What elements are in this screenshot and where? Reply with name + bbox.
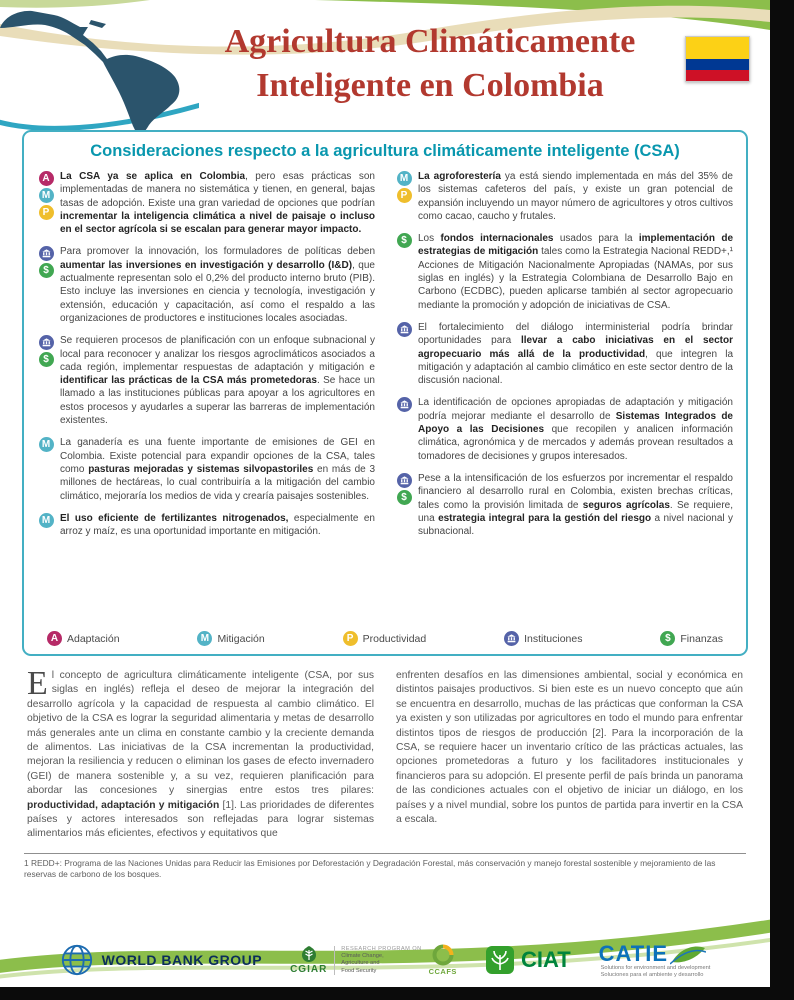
- bullet-text: El fortalecimiento del diálogo interministerial podría brindar oportunidades para llevar a cabo iniciativas en el sector agropecuario más allá de la productividad, que integren la mitigación y adaptación al cambio climático en este sector dentro de la discusión nacional.: [418, 321, 734, 387]
- logo-worldbank: [60, 943, 262, 977]
- mitigation-badge-icon: M: [39, 513, 54, 528]
- intro-text: [27, 665, 743, 842]
- bullet-item: [37, 170, 375, 236]
- cgiar-program-text: [334, 946, 421, 976]
- page-title-line2: Inteligente en Colombia: [256, 67, 604, 104]
- page-header: [0, 0, 770, 128]
- bullet-item: [395, 321, 733, 387]
- ciat-wordmark: CIAT: [520, 947, 571, 973]
- legend-item-institutions: [504, 631, 582, 646]
- mitigation-badge-icon: M: [197, 631, 212, 646]
- mitigation-badge-icon: M: [397, 171, 412, 186]
- flag-stripe-red: [686, 70, 749, 81]
- legend: [37, 627, 733, 648]
- cgiar-program-line: Agriculture and: [341, 960, 380, 967]
- logo-catie: [599, 941, 711, 980]
- flag-stripe-yellow: [686, 37, 749, 59]
- catie-tagline-line: Soluciones para el ambiente y desarrollo: [600, 972, 704, 979]
- legend-label: Instituciones: [524, 632, 583, 645]
- bullet-badges: [395, 232, 413, 312]
- catie-leaf-icon: [670, 942, 706, 966]
- institutions-badge-icon: [39, 246, 54, 261]
- bank-icon: [400, 400, 409, 409]
- bullet-text: La CSA ya se aplica en Colombia, pero esas prácticas son implementadas de manera no sistemática y tienen, en general, bajas tasas de adopción. Existe una gran variedad de opciones que podrían incrementar la inteligencia climática a nivel de paisaje o incluso en el sector agrícola si se escalan para generar mayor impacto.: [60, 171, 375, 236]
- dropcap: E: [27, 665, 48, 702]
- bullet-item: [395, 396, 733, 462]
- bullet-text: Los fondos internacionales usados para la implementación de estrategias de mitigación tales como la Estrategia Nacional REDD+,¹ Acciones de Mitigación Nacionalmente Apropiadas (NAMAs, por sus siglas en inglés) y la Estrategia Colombiana de Desarrollo Bajo en Carbono (ECDBC), pueden aplicarse también al sector agropecuario mediante la promoción y adopción de iniciativas de CSA.: [418, 233, 734, 311]
- body-column-left: [27, 665, 374, 842]
- finance-badge-icon: $: [39, 352, 54, 367]
- intro-paragraph-right: enfrenten desafíos en las dimensiones ambiental, social y económica en distintos paisajes productivos. Si bien este es un nuevo concepto que aún se encuentra en desarrollo, muchas de las prácticas que conforman la CSA ya existen y son utilizadas por agricultores en todo el mundo para enfrentar distintos tipos de riesgos de producción [2]. Para la incorporación de la CSA, se requiere hacer un inventario crítico de las prácticas actuales, las opciones prometedoras a futuro y los facilitadores institucionales y financieros para su adopción. El presente perfil de país brinda un panorama de las condiciones actuales con el objetivo de iniciar un diálogo, en los países y a nivel mundial, sobre los puntos de partida para invertir en la CSA a escala.: [396, 670, 743, 826]
- bullet-text: El uso eficiente de fertilizantes nitrogenados, especialmente en arroz y maíz, es una oportunidad importante en mitigación.: [60, 512, 375, 538]
- institutions-badge-icon: [397, 322, 412, 337]
- ciat-plant-icon: [485, 945, 515, 975]
- bullet-badges: [37, 334, 55, 427]
- logo-ccafs: [429, 944, 457, 976]
- cgiar-tree-icon: [299, 946, 319, 964]
- cgiar-wordmark: CGIAR: [290, 963, 328, 975]
- bullet-badges: [37, 512, 55, 539]
- bullet-item: [37, 436, 375, 502]
- catie-row: [599, 941, 706, 967]
- bullet-text: La agroforestería ya está siendo implementada en más del 35% de los sistemas cafeteros del país, y existe un gran potencial de expansión incluyendo un mayor número de agricultores y otros cultivos como cacao, caucho y frutales.: [418, 171, 733, 222]
- finance-badge-icon: $: [397, 233, 412, 248]
- bank-icon: [400, 325, 409, 334]
- bullet-item: [395, 232, 733, 312]
- worldbank-globe-icon: [60, 943, 94, 977]
- latin-america-map: [0, 0, 199, 138]
- page-title: [185, 20, 675, 108]
- worldbank-wordmark: WORLD BANK GROUP: [101, 952, 263, 969]
- legend-item-finance: [660, 631, 723, 646]
- considerations-column-left: [37, 170, 375, 547]
- legend-label: Finanzas: [680, 632, 723, 645]
- bullet-text: Se requieren procesos de planificación con un enfoque subnacional y local para reconocer y analizar los riesgos agroclimáticos asociados a cada región, implementar respuestas de adaptación y mitigación e identificar las prácticas de la CSA más prometedoras. Se hace un llamado a las instituciones públicas para apoyar a los agricultores en estos procesos y ayudarles a superar las barreras de implementación existentes.: [60, 335, 375, 427]
- cgiar-mark: [290, 946, 327, 975]
- bullet-item: [37, 334, 375, 427]
- logo-ciat: [485, 945, 571, 975]
- institutions-badge-icon: [397, 397, 412, 412]
- legend-item-mitigation: [197, 631, 264, 646]
- bullet-item: [395, 170, 733, 223]
- adaptation-badge-icon: A: [39, 171, 54, 186]
- bullet-item: [37, 245, 375, 325]
- bullet-badges: [395, 472, 413, 538]
- bullet-item: [395, 472, 733, 538]
- logo-strip: [0, 941, 770, 980]
- bank-icon: [507, 634, 516, 643]
- productivity-badge-icon: P: [397, 188, 412, 203]
- bank-icon: [400, 476, 409, 485]
- bank-icon: [42, 338, 51, 347]
- legend-item-productivity: [343, 631, 427, 646]
- institutions-badge-icon: [397, 473, 412, 488]
- bullet-text: La identificación de opciones apropiadas de adaptación y mitigación podría mejorar mediante el desarrollo de Sistemas Integrados de Apoyo a las Decisiones que recopilen y analicen información climática, agronómica y de mercados y además provean resultados a tomadores de decisiones y grupos interesados.: [418, 397, 733, 462]
- bullet-text: La ganadería es una fuente importante de emisiones de GEI en Colombia. Existe potencial para expandir opciones de la CSA, tales como pasturas mejoradas y sistemas silvopastoriles en más de 3 millones de hectáreas, lo cual contribuiría a la mitigación del cambio climático, mejoraría los medios de vida y crearía paisajes sostenibles.: [60, 437, 375, 502]
- cgiar-program-line: Food Security: [341, 967, 377, 974]
- adaptation-badge-icon: A: [47, 631, 62, 646]
- body-column-right: [396, 669, 743, 842]
- bullet-badges: [37, 170, 55, 236]
- institutions-badge-icon: [39, 335, 54, 350]
- legend-label: Mitigación: [217, 632, 265, 645]
- mitigation-badge-icon: M: [39, 188, 54, 203]
- bank-icon: [42, 249, 51, 258]
- cgiar-program-line: Climate Change,: [341, 952, 384, 959]
- finance-badge-icon: $: [660, 631, 675, 646]
- catie-wordmark: CATIE: [598, 940, 669, 966]
- bullet-badges: [395, 170, 413, 223]
- logo-cgiar-ccafs: [290, 944, 457, 976]
- legend-label: Productividad: [362, 632, 427, 645]
- productivity-badge-icon: P: [39, 205, 54, 220]
- catie-tagline: [599, 965, 711, 980]
- productivity-badge-icon: P: [343, 631, 358, 646]
- bullet-badges: [395, 396, 413, 462]
- institutions-badge-icon: [504, 631, 519, 646]
- legend-label: Adaptación: [67, 632, 120, 645]
- bullet-badges: [37, 245, 55, 325]
- cgiar-program-line: RESEARCH PROGRAM ON: [341, 945, 422, 952]
- colombia-flag: [685, 36, 750, 82]
- considerations-column-right: [395, 170, 733, 547]
- mitigation-badge-icon: M: [39, 437, 54, 452]
- flag-stripe-blue: [686, 59, 749, 70]
- ccafs-circle-icon: [432, 944, 454, 966]
- page-title-line1: Agricultura Climáticamente: [224, 23, 636, 60]
- bullet-badges: [395, 321, 413, 387]
- considerations-box: [22, 130, 748, 656]
- bullet-badges: [37, 436, 55, 502]
- ccafs-wordmark: CCAFS: [428, 967, 457, 977]
- bullet-text: Pese a la intensificación de los esfuerzos por incrementar el respaldo financiero al desarrollo rural en Colombia, existen brechas críticas, tales como la provisión limitada de seguros agrícolas. Se requiere, una estrategia integral para la gestión del riesgo a nivel nacional y subnacional.: [418, 472, 734, 538]
- finance-badge-icon: $: [39, 263, 54, 278]
- considerations-heading: Consideraciones respecto a la agricultura climáticamente inteligente (CSA): [90, 142, 680, 160]
- catie-tagline-line: Solutions for environment and development: [600, 964, 711, 971]
- intro-paragraph-left: El concepto de agricultura climáticamente inteligente (CSA, por sus siglas en inglés) refleja el deseo de mejorar la integración del desarrollo agrícola y la capacidad de respuesta al cambio climático. El objetivo de la CSA es lograr la seguridad alimentaria y metas de desarrollo más generales ante un clima en constante cambio y la creciente demanda de alimentos. Las iniciativas de la CSA incrementan la productividad, mejoran la resiliencia y reducen o eliminan los gases de efecto invernadero (GEI) de manera sostenible y, a su vez, requieren planificación para abordar las concesiones y sinergias entre estos tres pilares: productividad, adaptación y mitigación [1]. Las prioridades de diferentes países y actores interesados son reflejadas para lograr sistemas alimentarios más eficientes, efectivos y equitativos que: [27, 665, 374, 840]
- finance-badge-icon: $: [397, 490, 412, 505]
- legend-item-adaptation: [47, 631, 120, 646]
- bullet-text: Para promover la innovación, los formuladores de políticas deben aumentar las inversiones en investigación y desarrollo (I&D), que actualmente representan solo el 0,2% del producto interno bruto (PIB). Esto incluye las inversiones en ciencia y tecnología, investigación y extensión, educación y capacitación, así como el respaldo a las organizaciones de productores e instituciones locales asociadas.: [60, 246, 375, 324]
- footnote: 1 REDD+: Programa de las Naciones Unidas para Reducir las Emisiones por Deforestación y Degradación Forestal, más conservación y manejo forestal sostenible y mejoramiento de las reservas de carbono de los bosques.: [24, 853, 746, 881]
- bullet-item: [37, 512, 375, 539]
- considerations-columns: [37, 170, 733, 621]
